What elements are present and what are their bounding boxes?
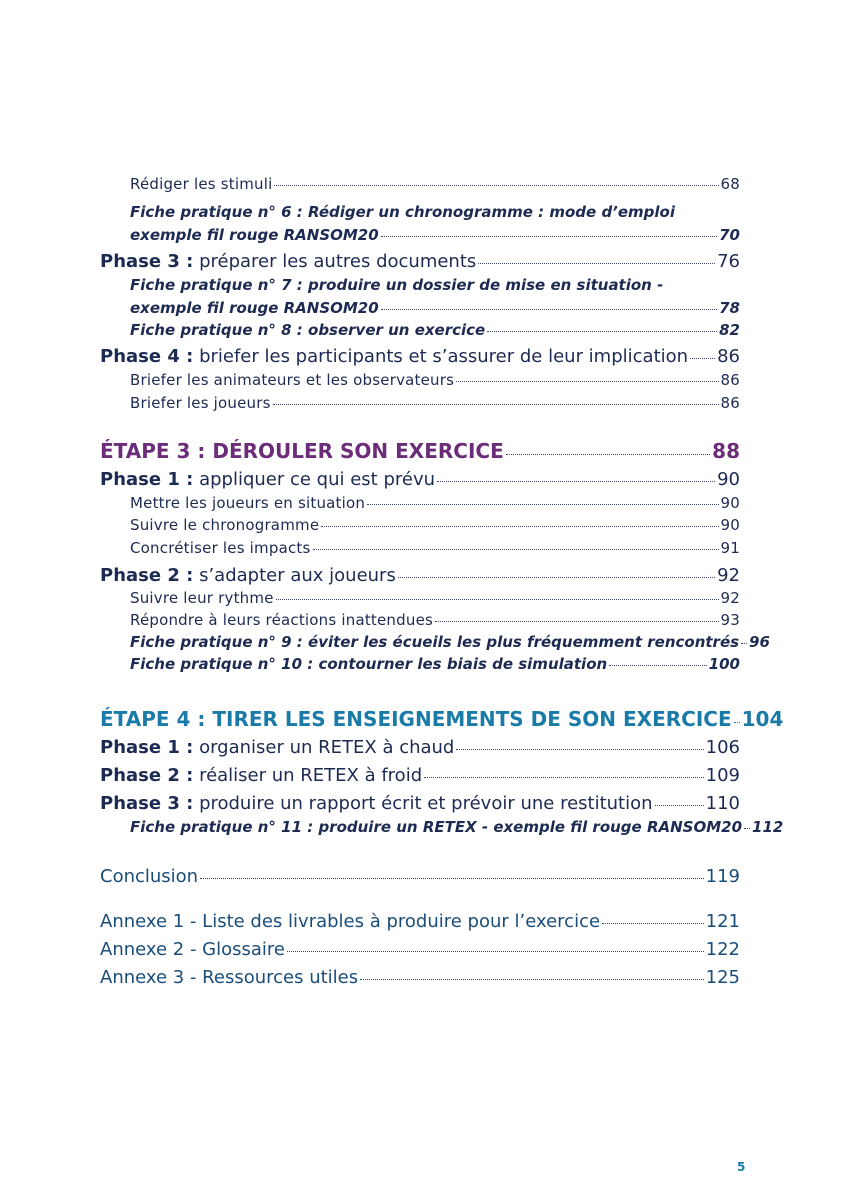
toc-entry-title [100, 469, 435, 490]
dot-leader [424, 777, 704, 778]
toc-entry-etape[interactable] [100, 707, 784, 731]
toc-entry-page: 92 [720, 589, 740, 607]
toc-entry-page: 70 [719, 226, 740, 244]
dot-leader [506, 454, 710, 455]
toc-entry[interactable] [130, 394, 740, 412]
toc-entry-title [100, 765, 422, 786]
toc-entry-page: 112 [752, 818, 784, 836]
phase-title: préparer les autres documents [193, 251, 477, 272]
toc-entry-title: ÉTAPE 4 : TIRER LES ENSEIGNEMENTS DE SON EXERCICE [100, 707, 732, 731]
dot-leader [273, 404, 719, 405]
toc-entry-etape[interactable] [100, 439, 740, 463]
toc-entry-page: 104 [741, 707, 784, 731]
toc-entry-title: Mettre les joueurs en situation [130, 494, 366, 512]
toc-entry-title: Suivre le chronogramme [130, 516, 320, 534]
toc-entry[interactable] [130, 516, 740, 534]
dot-leader [274, 185, 718, 186]
phase-title: briefer les participants et s’assurer de leur implication [193, 346, 689, 367]
toc-entry-page: 88 [712, 439, 740, 463]
toc-entry-page: 100 [708, 655, 740, 673]
dot-leader [741, 643, 747, 644]
toc-entry-page: 91 [720, 539, 740, 557]
toc-entry-title: exemple fil rouge RANSOM20 [130, 299, 379, 317]
dot-leader [744, 828, 750, 829]
toc-entry-title: Suivre leur rythme [130, 589, 274, 607]
phase-label: Phase 1 : [100, 737, 194, 758]
toc-entry-page: 90 [717, 469, 740, 490]
phase-label: Phase 1 : [100, 469, 194, 490]
toc-entry-phase[interactable] [100, 346, 740, 367]
toc-entry-title: Briefer les animateurs et les observateurs [130, 371, 455, 389]
toc-entry-page: 109 [705, 765, 740, 786]
toc-entry-page: 122 [705, 939, 740, 960]
dot-leader [367, 504, 718, 505]
toc-entry-title: Répondre à leurs réactions inattendues [130, 611, 434, 629]
toc-entry[interactable] [130, 611, 740, 629]
phase-label: Phase 4 : [100, 346, 194, 367]
phase-label: Phase 3 : [100, 793, 194, 814]
dot-leader [487, 331, 717, 332]
phase-label: Phase 2 : [100, 565, 194, 586]
toc-entry-title: Fiche pratique n° 8 : observer un exercice [130, 321, 486, 339]
toc-entry-phase[interactable] [100, 765, 740, 786]
dot-leader [655, 805, 704, 806]
toc-entry-title: exemple fil rouge RANSOM20 [130, 226, 379, 244]
toc-entry-title: Conclusion [100, 866, 199, 887]
toc-entry-title: Annexe 2 - Glossaire [100, 939, 286, 960]
toc-entry-page: 121 [705, 911, 740, 932]
toc-entry-title: Annexe 1 - Liste des livrables à produire pour l’exercice [100, 911, 601, 932]
phase-title: réaliser un RETEX à froid [193, 765, 423, 786]
toc-entry-page: 125 [705, 967, 740, 988]
toc-entry-annex[interactable] [100, 911, 740, 932]
toc-entry-page: 86 [717, 346, 740, 367]
toc-entry-page: 96 [749, 633, 770, 651]
dot-leader [435, 621, 718, 622]
dot-leader [609, 665, 707, 666]
toc-entry-phase[interactable] [100, 469, 740, 490]
dot-leader [437, 481, 715, 482]
toc-entry[interactable] [130, 175, 740, 193]
toc-entry-title: Rédiger les stimuli [130, 175, 273, 193]
phase-label: Phase 3 : [100, 251, 194, 272]
toc-entry-title [100, 251, 476, 272]
toc-entry[interactable] [130, 226, 740, 244]
toc-entry-title [100, 737, 454, 758]
dot-leader [690, 358, 715, 359]
toc-entry-page: 106 [705, 737, 740, 758]
toc-entry-title: Briefer les joueurs [130, 394, 271, 412]
toc-entry-fiche-line1[interactable]: Fiche pratique n° 6 : Rédiger un chronogramme : mode d’emploi [130, 203, 676, 221]
toc-entry-phase[interactable] [100, 251, 740, 272]
toc-entry[interactable] [130, 321, 740, 339]
toc-entry-title [100, 565, 396, 586]
toc-entry-title: Fiche pratique n° 11 : produire un RETEX - exemple fil rouge RANSOM20 [130, 818, 743, 836]
toc-entry[interactable] [130, 299, 740, 317]
dot-leader [456, 749, 703, 750]
dot-leader [200, 878, 704, 879]
toc-entry[interactable] [130, 539, 740, 557]
toc-entry-page: 78 [719, 299, 740, 317]
toc-entry[interactable] [130, 818, 784, 836]
toc-entry-page: 90 [720, 494, 740, 512]
toc-entry-phase[interactable] [100, 737, 740, 758]
toc-entry-conclusion[interactable] [100, 866, 740, 887]
toc-entry-page: 82 [719, 321, 740, 339]
toc-entry-title: ÉTAPE 3 : DÉROULER SON EXERCICE [100, 439, 504, 463]
toc-entry-title: Fiche pratique n° 10 : contourner les biais de simulation [130, 655, 608, 673]
toc-entry-page: 86 [720, 371, 740, 389]
phase-label: Phase 2 : [100, 765, 194, 786]
toc-entry-annex[interactable] [100, 967, 740, 988]
toc-entry[interactable] [130, 589, 740, 607]
dot-leader [602, 923, 704, 924]
toc-entry-annex[interactable] [100, 939, 740, 960]
dot-leader [313, 549, 719, 550]
dot-leader [276, 599, 719, 600]
toc-entry-page: 86 [720, 394, 740, 412]
dot-leader [456, 381, 718, 382]
toc-entry-title: Fiche pratique n° 9 : éviter les écueils les plus fréquemment rencontrés [130, 633, 740, 651]
toc-entry-page: 119 [705, 866, 740, 887]
dot-leader [734, 722, 740, 723]
toc-entry-phase[interactable] [100, 565, 740, 586]
dot-leader [478, 263, 715, 264]
toc-entry-phase[interactable] [100, 793, 740, 814]
dot-leader [287, 951, 704, 952]
toc-entry-fiche-line1[interactable]: Fiche pratique n° 7 : produire un dossier de mise en situation - [130, 276, 664, 294]
toc-entry-title: Concrétiser les impacts [130, 539, 311, 557]
dot-leader [381, 236, 717, 237]
phase-title: organiser un RETEX à chaud [193, 737, 455, 758]
toc-entry-page: 68 [720, 175, 740, 193]
toc-entry[interactable] [130, 371, 740, 389]
dot-leader [321, 526, 718, 527]
toc-entry-page: 110 [705, 793, 740, 814]
toc-entry-page: 76 [717, 251, 740, 272]
toc-entry-page: 93 [720, 611, 740, 629]
toc-entry[interactable] [130, 494, 740, 512]
phase-title: appliquer ce qui est prévu [193, 469, 436, 490]
toc-entry-page: 90 [720, 516, 740, 534]
dot-leader [360, 979, 704, 980]
toc-entry-page: 92 [717, 565, 740, 586]
toc-entry-title: Annexe 3 - Ressources utiles [100, 967, 359, 988]
dot-leader [398, 577, 715, 578]
toc-entry-title [100, 793, 653, 814]
toc-entry[interactable] [130, 655, 740, 673]
phase-title: s’adapter aux joueurs [193, 565, 396, 586]
toc-entry[interactable] [130, 633, 770, 651]
phase-title: produire un rapport écrit et prévoir une restitution [193, 793, 653, 814]
page-number: 5 [737, 1160, 746, 1174]
toc-entry-title [100, 346, 688, 367]
dot-leader [381, 309, 717, 310]
